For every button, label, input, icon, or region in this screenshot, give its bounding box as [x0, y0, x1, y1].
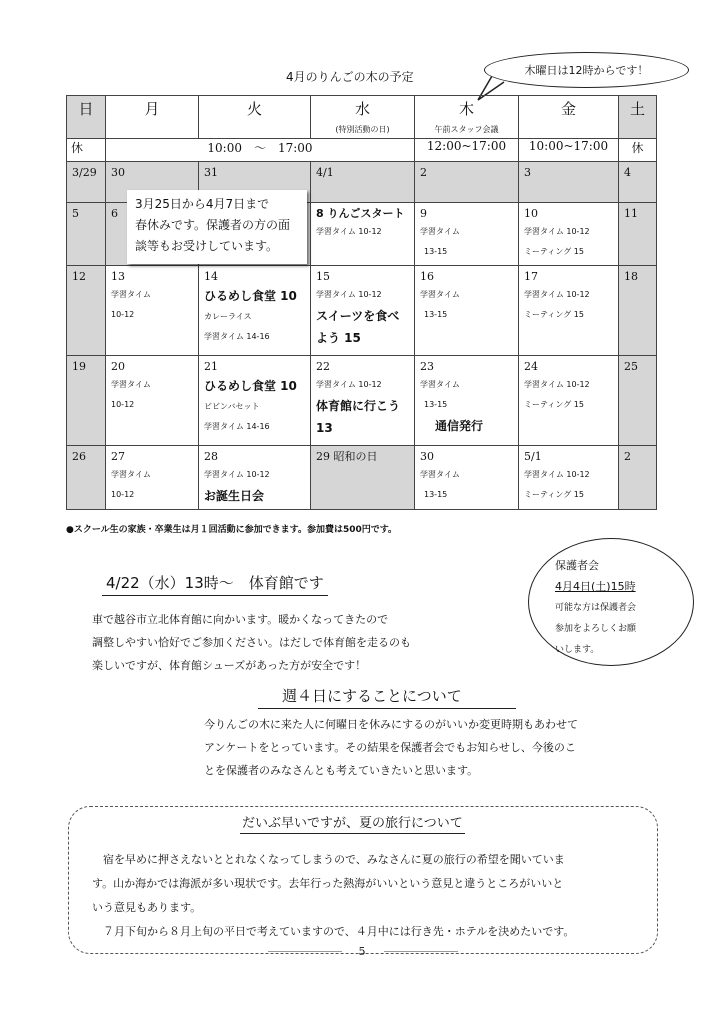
event-line: 楽しいですが、体育館シューズがあった方が安全です！	[92, 659, 367, 672]
week-row	[67, 266, 657, 356]
day-cell: 29 昭和の日	[311, 446, 415, 510]
summer-trip-heading: だいぶ早いですが、夏の旅行について	[240, 812, 465, 834]
event-line: 調整しやすい恰好でご参加ください。はだしで体育館を走るのも	[92, 636, 411, 649]
four-days-line: 今りんごの木に来た人に何曜日を休みにするのがいいか変更時期もあわせて	[204, 718, 578, 731]
day-cell: 23 学習タイム 13-15 通信発行	[415, 356, 519, 446]
day-header-sat: 土	[619, 96, 657, 139]
hours-thu: 12:00~17:00	[415, 139, 519, 162]
spring-break-note	[127, 190, 307, 264]
day-cell: 21 ひるめし食堂 10 ビビンバセット 学習タイム 14-16	[199, 356, 311, 446]
day-cell: 2	[415, 162, 519, 203]
day-cell: 27 学習タイム 10-12	[106, 446, 199, 510]
summer-trip-line: す。山か海かでは海派が多い現状です。去年行った熱海がいいという意見と違うところがいいと	[92, 877, 564, 890]
day-cell: 8 りんごスタート 学習タイム 10-12	[311, 203, 415, 266]
day-cell: 17 学習タイム 10-12 ミーティング 15	[519, 266, 619, 356]
day-cell: 5	[67, 203, 106, 266]
day-cell: 12	[67, 266, 106, 356]
april-calendar	[66, 95, 657, 510]
day-cell: 30 学習タイム 13-15	[415, 446, 519, 510]
note-line: 春休みです。保護者の方の面	[135, 218, 291, 232]
day-cell: 18	[619, 266, 657, 356]
day-cell: 9 学習タイム 13-15	[415, 203, 519, 266]
day-cell: 19	[67, 356, 106, 446]
week-row	[67, 446, 657, 510]
hours-mon-wed: 10:00 ～ 17:00	[106, 139, 415, 162]
hours-sat: 休	[619, 139, 657, 162]
day-cell: 3/29	[67, 162, 106, 203]
summer-trip-line: いう意見もあります。	[92, 901, 202, 914]
event-line: 車で越谷市立北体育館に向かいます。暖かくなってきたので	[92, 613, 389, 626]
day-cell: 15 学習タイム 10-12 スイーツを食べ よう 15	[311, 266, 415, 356]
calendar-footnote: ●スクール生の家族・卒業生は月１回活動に参加できます。参加費は500円です。	[66, 525, 398, 535]
day-cell: 13 学習タイム 10-12	[106, 266, 199, 356]
parents-meeting-circle	[528, 538, 694, 666]
parents-meeting-line: 参加をよろしくお願	[555, 624, 637, 634]
four-days-body	[204, 713, 664, 782]
day-cell: 2	[619, 446, 657, 510]
day-header-thu: 木 午前スタッフ会議	[415, 96, 519, 139]
day-cell: 5/1 学習タイム 10-12 ミーティング 15	[519, 446, 619, 510]
day-header-sun: 日	[67, 96, 106, 139]
note-line: 談等もお受けしています。	[135, 239, 279, 253]
day-cell: 11	[619, 203, 657, 266]
day-header-fri: 金	[519, 96, 619, 139]
parents-meeting-date: 4月4日(土)15時	[555, 580, 636, 593]
day-cell: 4	[619, 162, 657, 203]
week-row	[67, 356, 657, 446]
day-header-mon: 月	[106, 96, 199, 139]
summer-trip-line: ７月下旬から８月上旬の平日で考えていますので、４月中には行き先・ホテルを決めたいです。	[92, 925, 575, 938]
four-days-line: とを保護者のみなさんとも考えていきたいと思います。	[204, 764, 479, 777]
page-number: 5	[358, 945, 366, 958]
summer-trip-line: 宿を早めに押さえないととれなくなってしまうので、みなさんに夏の旅行の希望を聞いていま	[92, 853, 565, 866]
calendar-title: 4月のりんごの木の予定	[286, 70, 414, 84]
day-cell: 4/1	[311, 162, 415, 203]
day-cell: 30	[106, 162, 199, 203]
event-body	[92, 608, 492, 677]
day-cell: 31	[199, 162, 311, 203]
hours-fri: 10:00~17:00	[519, 139, 619, 162]
day-cell: 10 学習タイム 10-12 ミーティング 15	[519, 203, 619, 266]
day-header-tue: 火	[199, 96, 311, 139]
day-cell: 26	[67, 446, 106, 510]
day-cell: 20 学習タイム 10-12	[106, 356, 199, 446]
day-cell: 14 ひるめし食堂 10 カレーライス 学習タイム 14-16	[199, 266, 311, 356]
day-cell: 25	[619, 356, 657, 446]
parents-meeting-title: 保護者会	[555, 559, 599, 572]
four-days-line: アンケートをとっています。その結果を保護者会でもお知らせし、今後のこ	[204, 741, 576, 754]
note-line: 3月25日から4月7日まで	[135, 197, 270, 211]
day-cell: 28 学習タイム 10-12 お誕生日会	[199, 446, 311, 510]
event-heading: 4/22（水）13時～ 体育館です	[102, 572, 328, 596]
hours-sun: 休	[67, 139, 106, 162]
summer-trip-body	[92, 848, 654, 944]
day-cell: 3	[519, 162, 619, 203]
parents-meeting-line: いします。	[555, 645, 600, 655]
four-days-heading: 週４日にすることについて	[258, 685, 516, 709]
parents-meeting-line: 可能な方は保護者会	[555, 603, 637, 613]
day-header-wed: 水 (特別活動の日)	[311, 96, 415, 139]
day-cell: 16 学習タイム 13-15	[415, 266, 519, 356]
day-cell: 24 学習タイム 10-12 ミーティング 15	[519, 356, 619, 446]
day-cell: 22 学習タイム 10-12 体育館に行こう 13	[311, 356, 415, 446]
thursday-note-bubble: 木曜日は12時からです！	[484, 52, 689, 88]
day-cell: 6	[106, 203, 199, 266]
